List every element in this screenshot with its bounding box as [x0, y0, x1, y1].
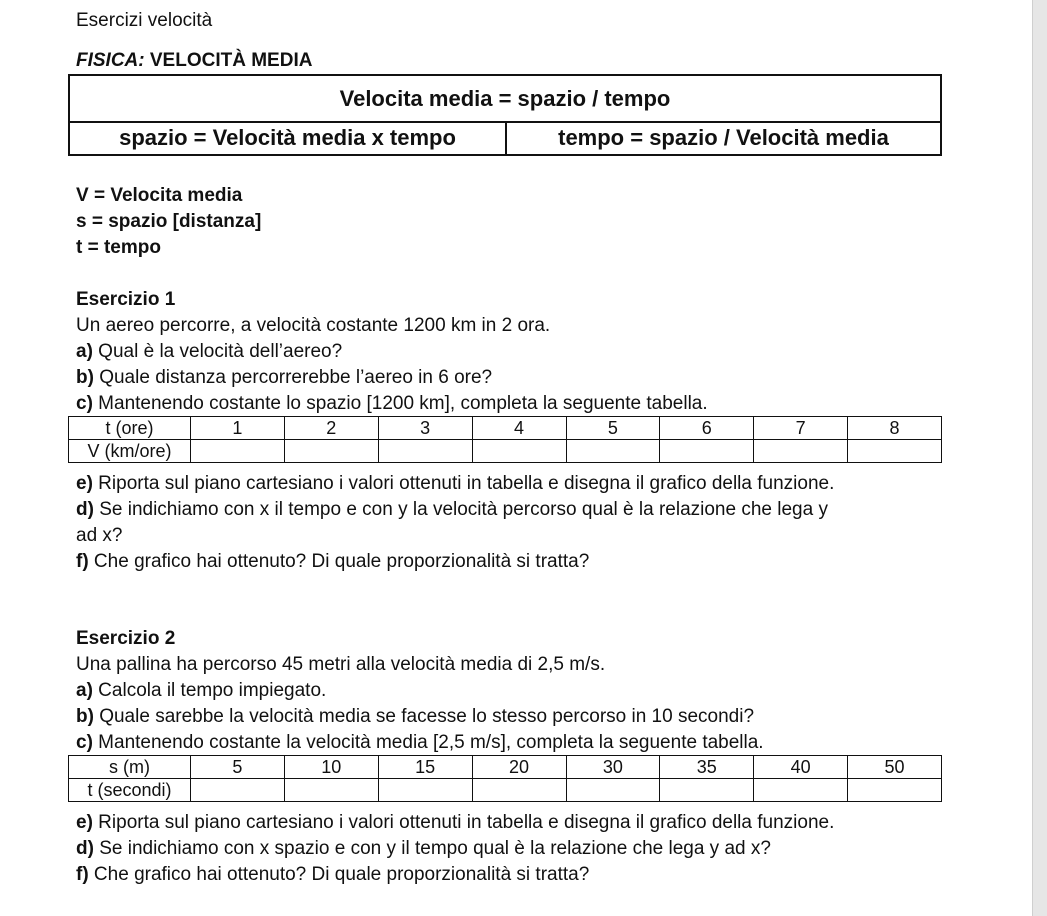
table-empty-cell[interactable] — [472, 779, 566, 802]
table-empty-cell[interactable] — [284, 440, 378, 463]
table-cell: 5 — [191, 756, 285, 779]
formula-space: spazio = Velocità media x tempo — [70, 121, 507, 154]
exercise-1-question-d: d) Se indichiamo con x il tempo e con y la velocità percorso qual è la relazione che lega y — [76, 499, 828, 520]
table-cell: 7 — [754, 417, 848, 440]
table-empty-cell[interactable] — [566, 440, 660, 463]
exercise-1-title: Esercizio 1 — [76, 289, 176, 310]
exercise-1-question-a: a) Qual è la velocità dell’aereo? — [76, 341, 343, 362]
exercise-1-intro: Un aereo percorre, a velocità costante 1200 km in 2 ora. — [76, 315, 551, 336]
section-prefix: FISICA: — [76, 50, 145, 71]
table-empty-cell[interactable] — [191, 440, 285, 463]
exercise-2-question-c: c) Mantenendo costante la velocità media [2,5 m/s], completa la seguente tabella. — [76, 732, 764, 753]
table-empty-cell[interactable] — [378, 779, 472, 802]
table-empty-cell[interactable] — [191, 779, 285, 802]
table-empty-cell[interactable] — [284, 779, 378, 802]
table-empty-cell[interactable] — [660, 779, 754, 802]
exercise-1-question-f: f) Che grafico hai ottenuto? Di quale proporzionalità si tratta? — [76, 551, 590, 572]
table-row-header: t (secondi) — [69, 779, 191, 802]
legend-s: s = spazio [distanza] — [76, 211, 262, 232]
page-edge — [1033, 0, 1047, 916]
table-empty-cell[interactable] — [472, 440, 566, 463]
table-cell: 4 — [472, 417, 566, 440]
table-empty-cell[interactable] — [754, 440, 848, 463]
table-row-speed — [69, 440, 942, 463]
formula-main: Velocita media = spazio / tempo — [70, 76, 940, 123]
exercise-2-table — [68, 755, 942, 802]
exercise-2-question-d: d) Se indichiamo con x spazio e con y il tempo qual è la relazione che lega y ad x? — [76, 838, 771, 859]
section-title-text: VELOCITÀ MEDIA — [144, 50, 313, 71]
table-empty-cell[interactable] — [566, 779, 660, 802]
exercise-1-table — [68, 416, 942, 463]
exercise-1-question-e: e) Riporta sul piano cartesiano i valori ottenuti in tabella e disegna il grafico della funzione. — [76, 473, 835, 494]
table-empty-cell[interactable] — [848, 779, 942, 802]
table-cell: 40 — [754, 756, 848, 779]
document-header: Esercizi velocità — [76, 10, 213, 31]
formula-box — [68, 74, 942, 156]
table-cell: 3 — [378, 417, 472, 440]
table-cell: 5 — [566, 417, 660, 440]
table-row-space — [69, 756, 942, 779]
table-empty-cell[interactable] — [378, 440, 472, 463]
exercise-2-question-a: a) Calcola il tempo impiegato. — [76, 680, 327, 701]
table-cell: 50 — [848, 756, 942, 779]
table-cell: 2 — [284, 417, 378, 440]
table-cell: 6 — [660, 417, 754, 440]
exercise-2-intro: Una pallina ha percorso 45 metri alla velocità media di 2,5 m/s. — [76, 654, 606, 675]
table-row-header: t (ore) — [69, 417, 191, 440]
table-cell: 35 — [660, 756, 754, 779]
table-empty-cell[interactable] — [660, 440, 754, 463]
exercise-2-question-f: f) Che grafico hai ottenuto? Di quale proporzionalità si tratta? — [76, 864, 590, 885]
formula-time: tempo = spazio / Velocità media — [558, 125, 889, 150]
exercise-1-question-b: b) Quale distanza percorrerebbe l’aereo in 6 ore? — [76, 367, 493, 388]
table-row-time — [69, 779, 942, 802]
table-cell: 8 — [848, 417, 942, 440]
table-empty-cell[interactable] — [754, 779, 848, 802]
table-cell: 1 — [191, 417, 285, 440]
table-row-header: V (km/ore) — [69, 440, 191, 463]
legend-t: t = tempo — [76, 237, 161, 258]
section-title — [76, 50, 312, 72]
table-cell: 30 — [566, 756, 660, 779]
table-row-time — [69, 417, 942, 440]
exercise-2-question-b: b) Quale sarebbe la velocità media se facesse lo stesso percorso in 10 secondi? — [76, 706, 755, 727]
exercise-2-title: Esercizio 2 — [76, 628, 176, 649]
exercise-1-question-d-continued: ad x? — [76, 525, 123, 546]
exercise-2-question-e: e) Riporta sul piano cartesiano i valori ottenuti in tabella e disegna il grafico della funzione. — [76, 812, 835, 833]
legend-v: V = Velocita media — [76, 185, 243, 206]
table-cell: 15 — [378, 756, 472, 779]
table-cell: 10 — [284, 756, 378, 779]
table-cell: 20 — [472, 756, 566, 779]
exercise-1-question-c: c) Mantenendo costante lo spazio [1200 km], completa la seguente tabella. — [76, 393, 708, 414]
table-row-header: s (m) — [69, 756, 191, 779]
table-empty-cell[interactable] — [848, 440, 942, 463]
